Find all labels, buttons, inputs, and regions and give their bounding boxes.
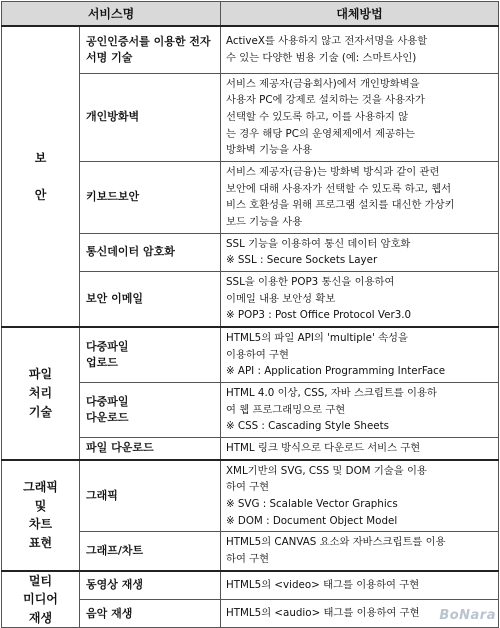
category-cell xyxy=(2,26,80,327)
service-name: 동영상 재생 xyxy=(86,578,143,592)
service-name: 업로드 xyxy=(86,355,118,369)
alternative-text: XML기반의 SVG, CSS 및 DOM 기술을 이용 xyxy=(226,464,427,477)
alternative-text: ※ CSS : Cascading Style Sheets xyxy=(226,420,390,433)
alternative-text: HTML5의 파일 API의 'multiple' 속성을 xyxy=(226,331,408,344)
alternative-text: ※ SSL : Secure Sockets Layer xyxy=(226,254,378,267)
alternative-cell xyxy=(221,327,499,383)
category-label: 기술 xyxy=(28,404,53,419)
category-label: 차트 xyxy=(28,517,53,532)
service-name: 다중파일 xyxy=(86,339,129,353)
service-name: 음악 재생 xyxy=(86,606,133,620)
service-name-cell xyxy=(80,532,221,571)
alternative-text: 하여 구현 xyxy=(226,552,270,565)
alternative-text: HTML5의 <audio> 태그를 이용하여 구현 xyxy=(226,607,420,620)
service-name: 그래프/차트 xyxy=(86,544,144,557)
category-label: 표현 xyxy=(28,535,53,550)
alternative-cell xyxy=(221,73,499,161)
alternative-text: 비스 호환성을 위해 프로그램 설치를 대신한 가상키 xyxy=(226,199,455,212)
service-name-cell xyxy=(80,271,221,327)
service-name: 서명 기술 xyxy=(86,50,133,64)
alternative-text: 보드 기능을 사용 xyxy=(226,215,303,228)
category-cell xyxy=(2,327,80,460)
service-name-cell xyxy=(80,233,221,271)
service-name-cell xyxy=(80,161,221,233)
alternative-cell xyxy=(221,161,499,233)
service-name: 보안 이메일 xyxy=(86,291,143,305)
alternative-text: HTML5의 CANVAS 요소와 자바스크립트를 이용 xyxy=(226,536,446,549)
alternative-cell xyxy=(221,571,499,600)
alternative-text: 사용자 PC에 강제로 설치하는 것을 사용자가 xyxy=(226,94,425,107)
alternative-text: ※ DOM : Document Object Model xyxy=(226,514,398,527)
alternative-cell xyxy=(221,460,499,532)
alternative-text: HTML5의 <video> 태그를 이용하여 구현 xyxy=(226,578,420,591)
alternative-text: SSL 기능을 이용하여 통신 데이터 암호화 xyxy=(226,237,411,250)
alternative-text: ※ SVG : Scalable Vector Graphics xyxy=(226,497,398,510)
alternative-text: HTML 링크 방식으로 다운로드 서비스 구현 xyxy=(226,441,421,454)
alternative-text: ActiveX를 사용하지 않고 전자서명을 사용할 xyxy=(226,35,428,48)
category-label xyxy=(2,167,79,186)
service-name-cell xyxy=(80,460,221,532)
category-label: 미디어 xyxy=(23,592,58,607)
service-name: 그래픽 xyxy=(86,488,118,502)
service-name-cell xyxy=(80,73,221,161)
table-row xyxy=(2,460,499,532)
service-name-cell xyxy=(80,437,221,459)
category-label: 멀티 xyxy=(28,573,53,588)
alternative-text: 선택할 수 있도록 하고, 이를 사용하지 않 xyxy=(226,110,409,123)
service-name-cell xyxy=(80,382,221,437)
service-name: 통신데이터 암호화 xyxy=(86,245,175,259)
table-header xyxy=(2,2,499,27)
service-name: 키보드보안 xyxy=(86,190,140,204)
alternative-text: 이용하여 구현 xyxy=(226,348,289,361)
service-name: 다운로드 xyxy=(86,410,129,424)
service-column-header: 서비스명 xyxy=(2,2,221,27)
alternative-text: 서비스 제공자(금융회사)에서 개인방화벽을 xyxy=(226,77,420,90)
alternative-text: SSL을 이용한 POP3 통신을 이용하여 xyxy=(226,275,395,288)
service-name-cell xyxy=(80,327,221,383)
table-row xyxy=(2,26,499,73)
category-cell xyxy=(2,571,80,628)
category-label: 재생 xyxy=(28,610,53,625)
alternative-column-header: 대체방법 xyxy=(221,2,499,27)
alternatives-table xyxy=(1,1,499,628)
alternative-text: ※ API : Application Programming InterFace xyxy=(226,365,446,378)
category-label: 안 xyxy=(34,187,47,202)
alternative-cell xyxy=(221,271,499,327)
alternative-cell xyxy=(221,26,499,73)
category-label: 파일 xyxy=(28,367,53,382)
alternative-text: 보안에 대해 사용자가 선택할 수 있도록 하고, 웹서 xyxy=(226,182,452,195)
category-label: 및 xyxy=(34,498,47,513)
category-label: 처리 xyxy=(28,385,53,400)
service-name-cell xyxy=(80,26,221,73)
service-name: 다중파일 xyxy=(86,394,129,408)
category-label: 그래픽 xyxy=(23,479,58,494)
service-name: 개인방화벽 xyxy=(86,110,140,124)
alternative-text: 이메일 내용 보안성 확보 xyxy=(226,292,336,305)
alternative-text: 방화벽 기능을 사용 xyxy=(226,144,313,157)
table-row xyxy=(2,327,499,383)
alternative-cell xyxy=(221,382,499,437)
alternative-text: 하여 구현 xyxy=(226,481,270,494)
category-cell xyxy=(2,460,80,571)
alternative-text: 여 웹 프로그래밍으로 구현 xyxy=(226,403,346,416)
alternative-text: HTML 4.0 이상, CSS, 자바 스크립트를 이용하 xyxy=(226,386,437,399)
alternative-text: 서비스 제공자(금융)는 방화벽 방식과 같이 관련 xyxy=(226,165,440,178)
alternative-cell xyxy=(221,437,499,459)
service-name-cell xyxy=(80,571,221,600)
service-name: 공인인증서를 이용한 전자 xyxy=(86,34,211,48)
category-label: 보 xyxy=(34,150,47,165)
watermark: BoNara xyxy=(439,608,496,623)
alternative-text: 는 경우 해당 PC의 운영체제에서 제공하는 xyxy=(226,127,415,140)
alternative-cell xyxy=(221,233,499,271)
alternative-cell xyxy=(221,532,499,571)
table-body xyxy=(2,26,499,628)
alternative-text: 수 있는 다양한 범용 기술 (예: 스마트사인) xyxy=(226,51,417,64)
alternative-text: ※ POP3 : Post Office Protocol Ver3.0 xyxy=(226,309,412,322)
table-row xyxy=(2,571,499,600)
service-name: 파일 다운로드 xyxy=(86,441,154,455)
